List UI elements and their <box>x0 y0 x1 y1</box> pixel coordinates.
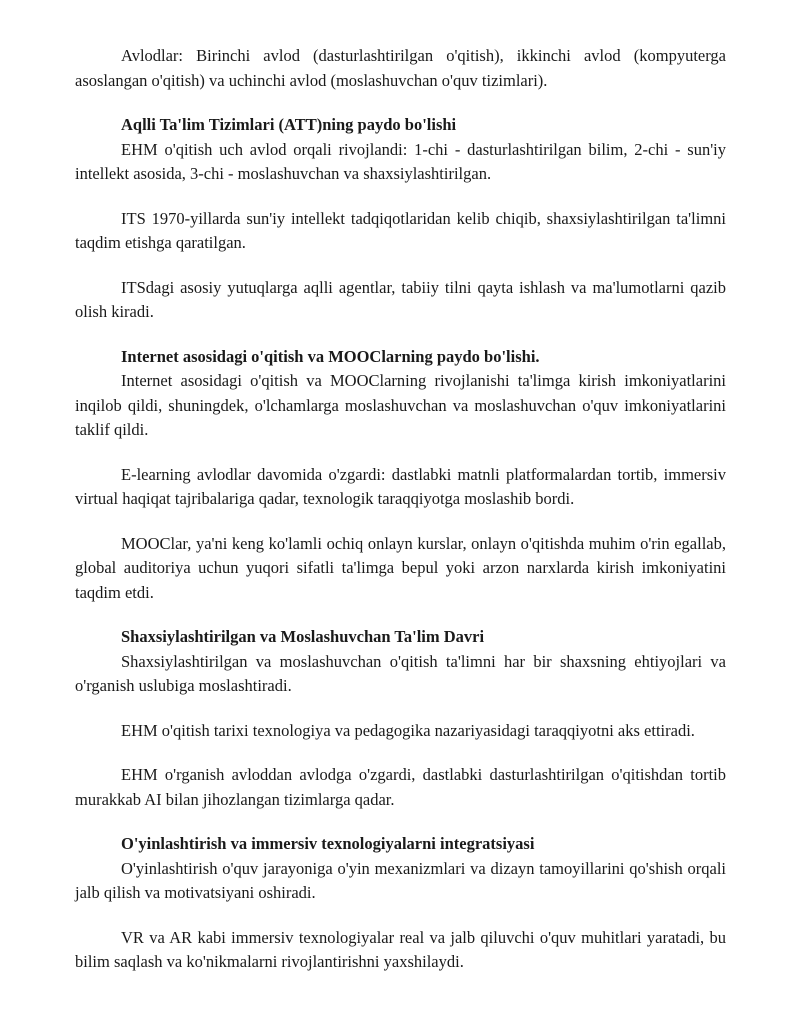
section-heading: O'yinlashtirish va immersiv texnologiyalarni integratsiyasi <box>121 834 535 853</box>
paragraph: VR va AR kabi immersiv texnologiyalar real va jalb qiluvchi o'quv muhitlari yaratadi, bu bilim saqlash va ko'nikmalarni rivojlantirishni yaxshilaydi. <box>75 927 726 971</box>
paragraph: O'yinlashtirish o'quv jarayoniga o'yin mexanizmlari va dizayn tamoyillarini qo'shish orqali jalb qilish va motivatsiyani oshiradi. <box>75 858 726 902</box>
paragraph: ITSdagi asosiy yutuqlarga aqlli agentlar, tabiiy tilni qayta ishlash va ma'lumotlarni qazib olish kiradi. <box>75 277 726 321</box>
section-mooc <box>75 345 726 606</box>
section-gamification <box>75 832 726 975</box>
document-page <box>75 44 726 995</box>
paragraph: Internet asosidagi o'qitish va MOOClarning rivojlanishi ta'limga kirish imkoniyatlarini inqilob qildi, shuningdek, o'lchamlarga moslashuvchan va moslashuvchan o'quv imkoniyatlarini taklif qildi. <box>75 371 726 439</box>
section-personalized <box>75 625 726 812</box>
section-heading: Internet asosidagi o'qitish va MOOClarning paydo bo'lishi. <box>121 346 540 366</box>
intro-paragraph: Avlodlar: Birinchi avlod (dasturlashtirilgan o'qitish), ikkinchi avlod (kompyuterga asoslangan o'qitish) va uchinchi avlod (moslashuvchan o'quv tizimlari). <box>75 46 726 90</box>
paragraph: EHM o'qitish uch avlod orqali rivojlandi: 1-chi - dasturlashtirilgan bilim, 2-chi - sun'iy intellekt asosida, 3-chi - moslashuvchan va shaxsiylashtirilgan. <box>75 139 726 183</box>
paragraph: MOOClar, ya'ni keng ko'lamli ochiq onlayn kurslar, onlayn o'qitishda muhim o'rin egallab, global auditoriya uchun yuqori sifatli ta'limga bepul yoki arzon narxlarda kirish imkoniyatini taqdim etdi. <box>75 533 726 602</box>
section-att <box>75 113 726 325</box>
paragraph: EHM o'rganish avloddan avlodga o'zgardi, dastlabki dasturlashtirilgan o'qitishdan tortib murakkab AI bilan jihozlangan tizimlarga qadar. <box>75 765 726 809</box>
section-heading: Shaxsiylashtirilgan va Moslashuvchan Ta'lim Davri <box>121 627 485 646</box>
section-heading: Aqlli Ta'lim Tizimlari (ATT)ning paydo bo'lishi <box>121 115 457 134</box>
paragraph: ITS 1970-yillarda sun'iy intellekt tadqiqotlaridan kelib chiqib, shaxsiylashtirilgan ta'limni taqdim etishga qaratilgan. <box>75 208 726 252</box>
paragraph: EHM o'qitish tarixi texnologiya va pedagogika nazariyasidagi taraqqiyotni aks ettiradi. <box>121 720 695 740</box>
paragraph: E-learning avlodlar davomida o'zgardi: dastlabki matnli platformalardan tortib, immersiv virtual haqiqat tajribalariga qadar, texnologik taraqqiyotga moslashib bordi. <box>75 464 726 508</box>
paragraph: Shaxsiylashtirilgan va moslashuvchan o'qitish ta'limni har bir shaxsning ehtiyojlari va o'rganish uslubiga moslashtiradi. <box>75 651 726 695</box>
